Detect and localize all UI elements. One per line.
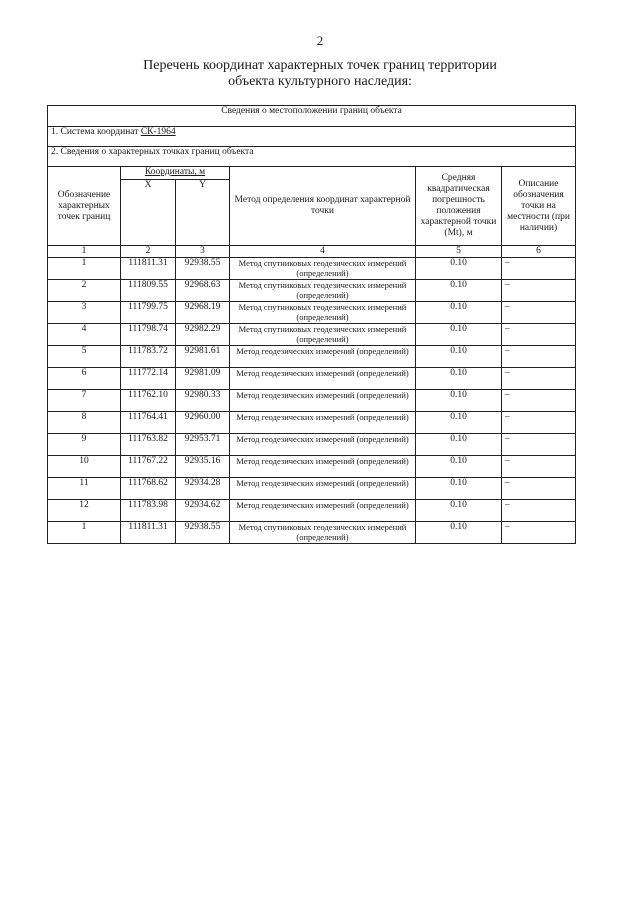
cell-method: Метод геодезических измерений (определений): [230, 456, 416, 478]
cell-y: 92982.29: [176, 324, 230, 346]
header-x: X: [121, 180, 176, 246]
table-row: [48, 522, 576, 544]
cell-method: Метод геодезических измерений (определений): [230, 368, 416, 390]
cell-description: –: [502, 324, 576, 346]
cell-x: 111762.10: [121, 390, 176, 412]
cell-y: 92938.55: [176, 258, 230, 280]
title-line-1: Перечень координат характерных точек границ территории: [143, 58, 497, 73]
cell-x: 111768.62: [121, 478, 176, 500]
col-number-2: 2: [121, 246, 176, 258]
col-number-5: 5: [416, 246, 502, 258]
cell-point: 12: [48, 500, 121, 522]
points-section-label: 2. Сведения о характерных точках границ объекта: [48, 147, 576, 167]
cell-y: 92981.61: [176, 346, 230, 368]
cell-point: 11: [48, 478, 121, 500]
cell-y: 92980.33: [176, 390, 230, 412]
header-description: Описание обозначения точки на местности (при наличии): [502, 167, 576, 246]
cell-point: 6: [48, 368, 121, 390]
header-coords-label: Координаты, м: [144, 167, 206, 177]
cell-description: –: [502, 302, 576, 324]
table-row: [48, 434, 576, 456]
cell-error: 0.10: [416, 324, 502, 346]
cell-error: 0.10: [416, 478, 502, 500]
cell-point: 1: [48, 522, 121, 544]
cell-point: 4: [48, 324, 121, 346]
cell-x: 111763.82: [121, 434, 176, 456]
cell-description: –: [502, 522, 576, 544]
cell-x: 111811.31: [121, 522, 176, 544]
header-error: Средняя квадратическая погрешность положения характерной точки (Mt), м: [416, 167, 502, 246]
col-number-1: 1: [48, 246, 121, 258]
cell-y: 92968.63: [176, 280, 230, 302]
table-row: [48, 324, 576, 346]
cell-x: 111798.74: [121, 324, 176, 346]
header-method: Метод определения координат характерной точки: [230, 167, 416, 246]
cell-method: Метод спутниковых геодезических измерений (определений): [230, 258, 416, 280]
section-title: Сведения о местоположении границ объекта: [48, 106, 576, 127]
cell-point: 10: [48, 456, 121, 478]
cell-point: 2: [48, 280, 121, 302]
cell-method: Метод спутниковых геодезических измерений (определений): [230, 302, 416, 324]
table-row: [48, 390, 576, 412]
cell-point: 9: [48, 434, 121, 456]
table-row: [48, 258, 576, 280]
table-row: [48, 412, 576, 434]
cell-point: 1: [48, 258, 121, 280]
cell-method: Метод геодезических измерений (определений): [230, 500, 416, 522]
cell-error: 0.10: [416, 390, 502, 412]
table-row: [48, 500, 576, 522]
cell-x: 111809.55: [121, 280, 176, 302]
cell-method: Метод спутниковых геодезических измерений (определений): [230, 522, 416, 544]
table-row: [48, 368, 576, 390]
table-row: [48, 302, 576, 324]
header-coords: [121, 167, 230, 180]
cell-point: 8: [48, 412, 121, 434]
cell-x: 111783.98: [121, 500, 176, 522]
cell-y: 92934.28: [176, 478, 230, 500]
cell-point: 5: [48, 346, 121, 368]
cell-x: 111764.41: [121, 412, 176, 434]
cell-x: 111783.72: [121, 346, 176, 368]
cell-error: 0.10: [416, 258, 502, 280]
cell-error: 0.10: [416, 500, 502, 522]
cell-y: 92934.62: [176, 500, 230, 522]
page-number: 2: [316, 33, 324, 48]
cell-error: 0.10: [416, 456, 502, 478]
col-number-4: 4: [230, 246, 416, 258]
cell-y: 92968.19: [176, 302, 230, 324]
cell-method: Метод геодезических измерений (определений): [230, 412, 416, 434]
cell-error: 0.10: [416, 302, 502, 324]
cell-description: –: [502, 412, 576, 434]
cell-method: Метод геодезических измерений (определений): [230, 390, 416, 412]
document-title: [0, 58, 640, 90]
cell-method: Метод геодезических измерений (определений): [230, 434, 416, 456]
cell-error: 0.10: [416, 368, 502, 390]
cell-point: 3: [48, 302, 121, 324]
coordinate-system-name: СК-1964: [140, 127, 176, 137]
header-point: Обозначение характерных точек границ: [48, 167, 121, 246]
coordinate-system-label: 1. Система координат: [51, 127, 139, 137]
cell-y: 92938.55: [176, 522, 230, 544]
cell-x: 111811.31: [121, 258, 176, 280]
col-number-6: 6: [502, 246, 576, 258]
table-row: [48, 456, 576, 478]
coordinates-table: [47, 105, 576, 544]
table-row: [48, 478, 576, 500]
cell-method: Метод спутниковых геодезических измерений (определений): [230, 324, 416, 346]
cell-description: –: [502, 390, 576, 412]
cell-method: Метод спутниковых геодезических измерений (определений): [230, 280, 416, 302]
cell-method: Метод геодезических измерений (определений): [230, 478, 416, 500]
cell-point: 7: [48, 390, 121, 412]
cell-error: 0.10: [416, 434, 502, 456]
header-y: Y: [176, 180, 230, 246]
cell-description: –: [502, 456, 576, 478]
cell-error: 0.10: [416, 280, 502, 302]
title-line-2: объекта культурного наследия:: [228, 74, 412, 89]
cell-description: –: [502, 500, 576, 522]
cell-y: 92960.00: [176, 412, 230, 434]
cell-error: 0.10: [416, 412, 502, 434]
cell-description: –: [502, 368, 576, 390]
cell-y: 92953.71: [176, 434, 230, 456]
cell-method: Метод геодезических измерений (определений): [230, 346, 416, 368]
table-row: [48, 346, 576, 368]
coordinate-system-row: [48, 127, 576, 147]
cell-description: –: [502, 280, 576, 302]
table-row: [48, 280, 576, 302]
cell-x: 111772.14: [121, 368, 176, 390]
cell-x: 111767.22: [121, 456, 176, 478]
cell-error: 0.10: [416, 522, 502, 544]
cell-error: 0.10: [416, 346, 502, 368]
cell-description: –: [502, 434, 576, 456]
cell-description: –: [502, 346, 576, 368]
cell-y: 92935.16: [176, 456, 230, 478]
cell-x: 111799.75: [121, 302, 176, 324]
cell-description: –: [502, 258, 576, 280]
cell-y: 92981.09: [176, 368, 230, 390]
col-number-3: 3: [176, 246, 230, 258]
cell-description: –: [502, 478, 576, 500]
